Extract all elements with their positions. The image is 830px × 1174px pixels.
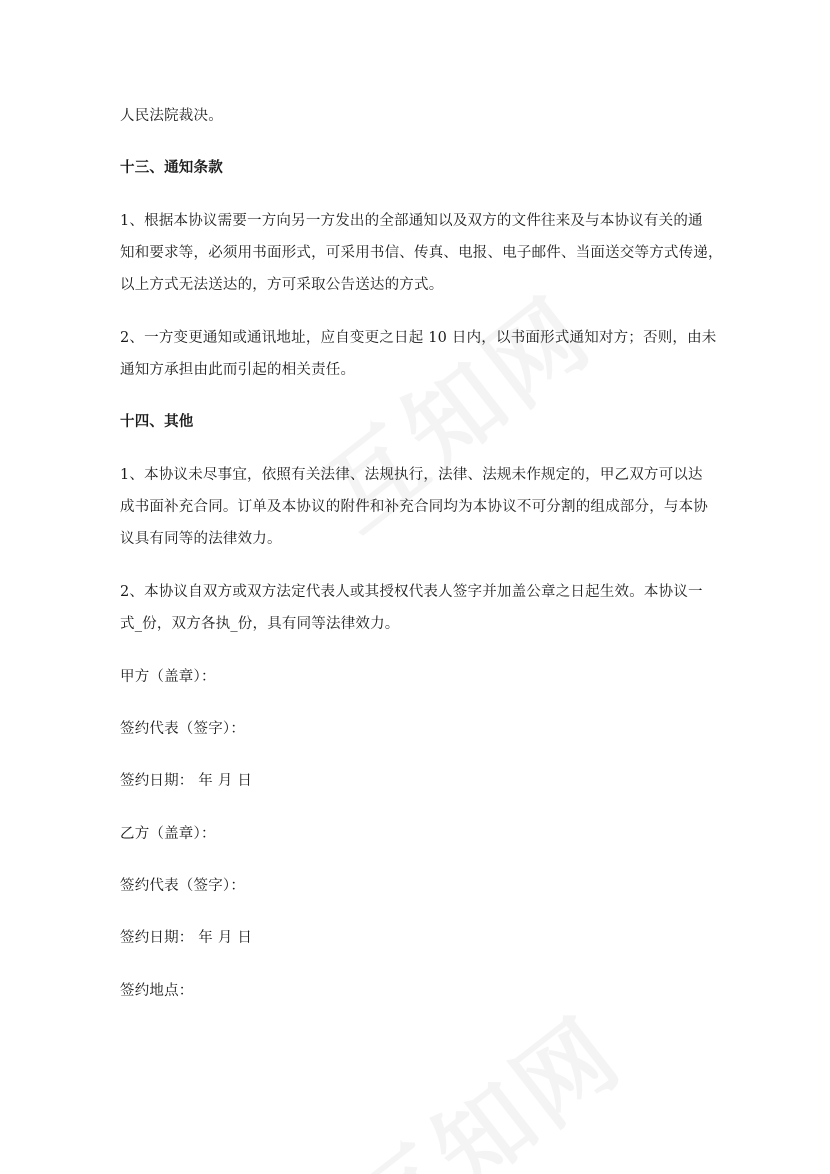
paragraph-line: 1、本协议未尽事宜，依照有关法律、法规执行，法律、法规未作规定的，甲乙双方可以达 [120,467,703,483]
paragraph-line: 以上方式无法送达的，方可采取公告送达的方式。 [120,277,444,293]
paragraph-line: 1、根据本协议需要一方向另一方发出的全部通知以及双方的文件往来及与本协议有关的通 [120,213,703,229]
paragraph-line: 人民法院裁决。 [120,108,223,124]
paragraph-line: 成书面补充合同。订单及本协议的附件和补充合同均为本协议不可分割的组成部分，与本协 [120,499,708,515]
section-heading-notice: 十三、通知条款 [120,160,223,176]
paragraph-line: 2、一方变更通知或通讯地址，应自变更之日起 10 日内，以书面形式通知对方；否则，由未 [120,330,717,346]
party-a-date: 签约日期： 年 月 日 [120,773,253,789]
paragraph-line: 通知方承担由此而引起的相关责任。 [120,362,356,378]
paragraph-line: 知和要求等，必须用书面形式，可采用书信、传真、电报、电子邮件、当面送交等方式传递， [120,245,723,261]
watermark-bottom [320,980,645,1174]
paragraph-line: 2、本协议自双方或双方法定代表人或其授权代表人签字并加盖公章之日起生效。本协议一 [120,584,703,600]
party-a-representative: 签约代表（签字）： [120,721,246,737]
paragraph-line: 式_份，双方各执_份，具有同等法律效力。 [120,616,400,632]
section-heading-other: 十四、其他 [120,414,194,430]
party-b-seal: 乙方（盖章）： [120,826,216,842]
paragraph-line: 议具有同等的法律效力。 [120,531,282,547]
party-b-date: 签约日期： 年 月 日 [120,930,253,946]
party-a-seal: 甲方（盖章）： [120,669,216,685]
signing-location: 签约地点： [120,983,194,999]
party-b-representative: 签约代表（签字）： [120,878,246,894]
